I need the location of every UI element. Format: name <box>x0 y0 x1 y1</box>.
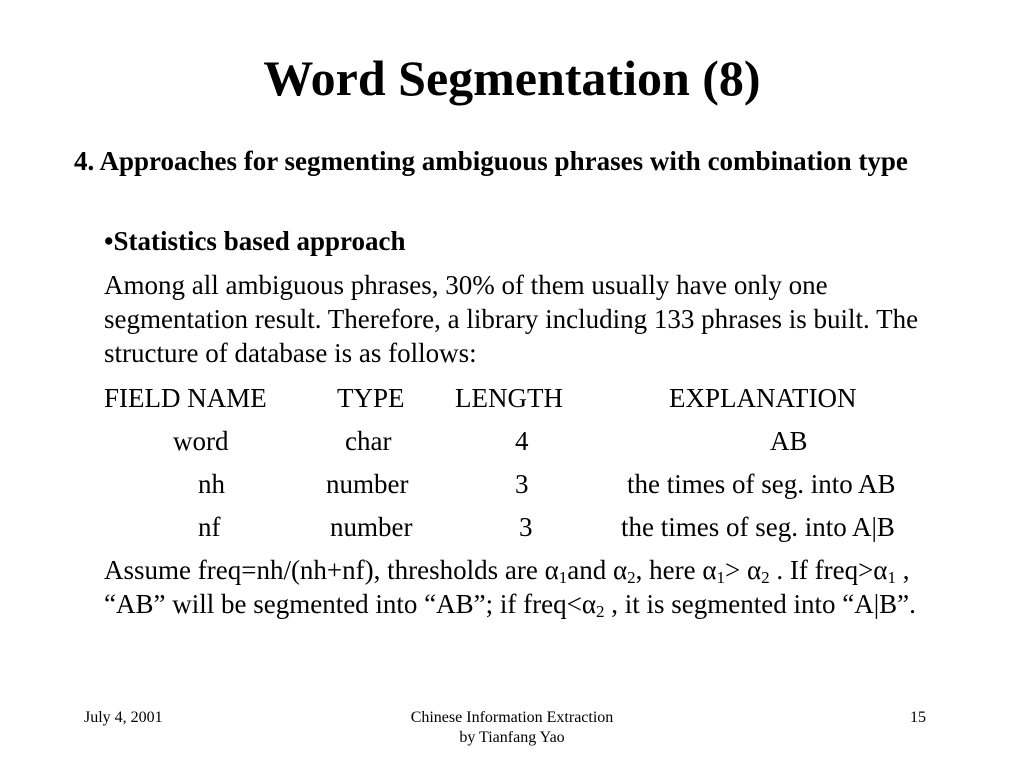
bullet-statistics-approach: •Statistics based approach <box>104 226 406 256</box>
table-header-length: LENGTH <box>455 383 563 413</box>
footer-author: by Tianfang Yao <box>459 729 565 746</box>
table-cell: 4 <box>515 426 529 456</box>
table-cell: char <box>345 426 392 456</box>
table-cell: number <box>326 469 409 499</box>
table-header-field-name: FIELD NAME <box>104 383 267 413</box>
footer-date: July 4, 2001 <box>84 709 163 726</box>
table-cell: the times of seg. into AB <box>627 469 896 499</box>
table-cell: nf <box>198 512 221 542</box>
table-cell: the times of seg. into A|B <box>621 512 895 542</box>
table-cell: nh <box>198 469 225 499</box>
footer-page-number: 15 <box>910 709 926 726</box>
table-cell: number <box>330 512 413 542</box>
table-cell: word <box>173 426 229 456</box>
slide-title: Word Segmentation (8) <box>263 50 761 106</box>
paragraph-threshold-rule: Assume freq=nh/(nh+nf), thresholds are $\alpha_1and$ $\alpha_2$, here $\alpha_1> \alpha_2$ . If $freq>\alpha_1$ , “AB” will be segmented into “AB”; if $freq<\alpha_2$ , it is segmented into “A|B”. <box>104 555 916 621</box>
table-header-explanation: EXPLANATION <box>669 383 857 413</box>
table-header-type: TYPE <box>337 383 405 413</box>
footer-title-line1: Chinese Information Extraction <box>410 709 614 726</box>
section-heading: 4. Approaches for segmenting ambiguous phrases with combination type <box>74 146 908 176</box>
table-cell: AB <box>770 426 808 456</box>
footer-title <box>362 708 662 748</box>
table-cell: 3 <box>519 512 533 542</box>
table-cell: 3 <box>515 469 529 499</box>
paragraph-library-description: Among all ambiguous phrases, 30% of them usually have only one segmentation result. Therefore, a library including 133 phrases is built. The structure of database is as follows: <box>104 270 919 368</box>
